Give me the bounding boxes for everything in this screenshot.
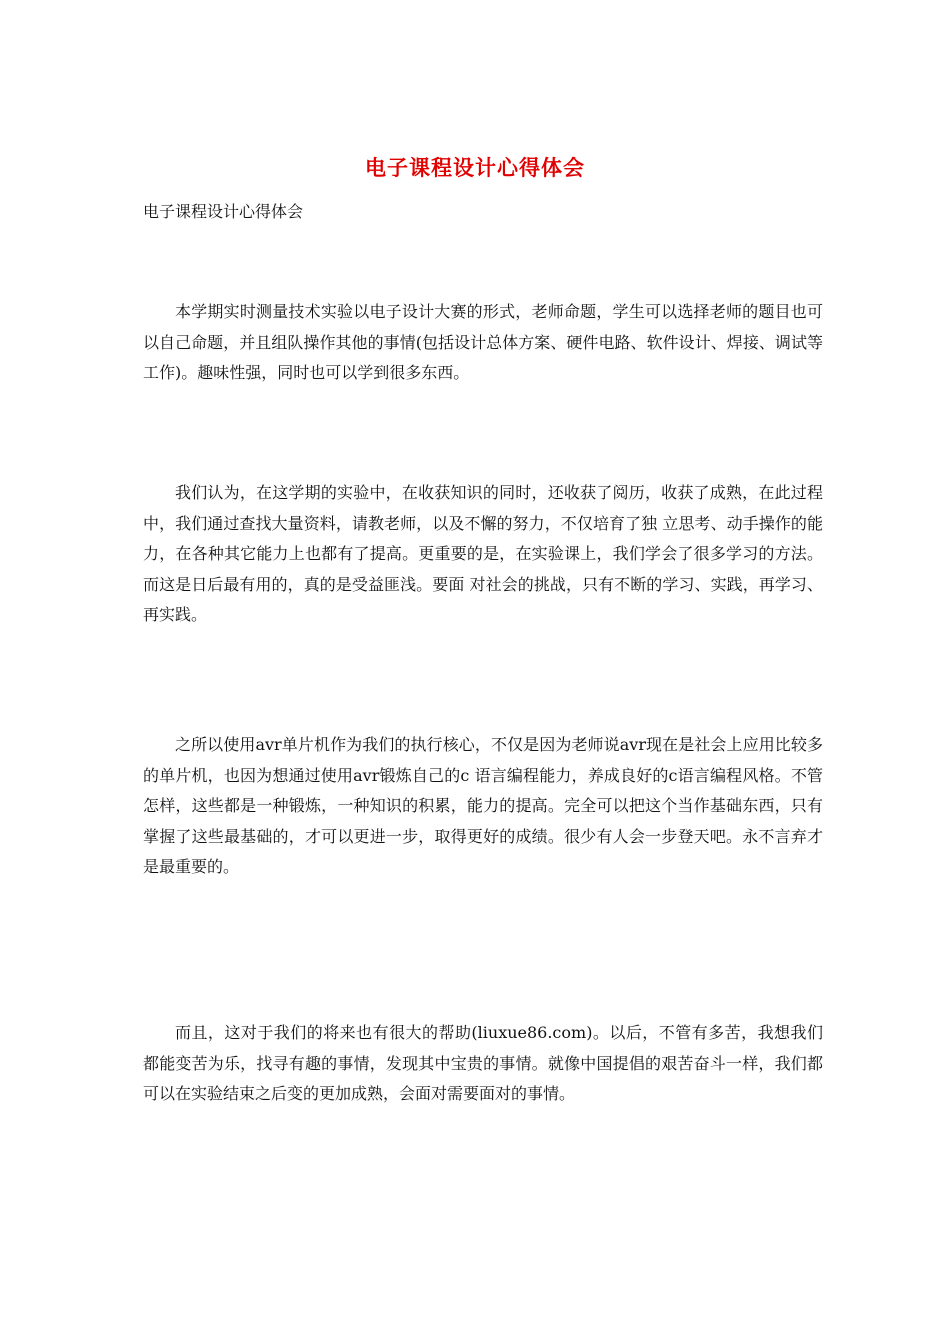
- paragraph-3: 之所以使用avr单片机作为我们的执行核心，不仅是因为老师说avr现在是社会上应用比较多的单片机，也因为想通过使用avr锻炼自己的c 语言编程能力，养成良好的c语言编程风格。不管怎样，这些都是一种锻炼，一种知识的积累，能力的提高。完全可以把这个当作基础东西，只有掌握了这些最基础的，才可以更进一步，取得更好的成绩。很少有人会一步登天吧。永不言弃才是最重要的。: [143, 735, 823, 876]
- document-title: 电子课程设计心得体会: [365, 155, 585, 180]
- paragraph-4: 而且，这对于我们的将来也有很大的帮助(liuxue86.com)。以后，不管有多苦，我想我们都能变苦为乐，找寻有趣的事情，发现其中宝贵的事情。就像中国提倡的艰苦奋斗一样，我们都可以在实验结束之后变的更加成熟，会面对需要面对的事情。: [143, 1023, 823, 1103]
- paragraph-1: 本学期实时测量技术实验以电子设计大赛的形式，老师命题，学生可以选择老师的题目也可以自己命题，并且组队操作其他的事情(包括设计总体方案、硬件电路、软件设计、焊接、调试等工作)。趣味性强，同时也可以学到很多东西。: [143, 302, 823, 382]
- document-subtitle: 电子课程设计心得体会: [143, 202, 304, 221]
- paragraph-2: 我们认为，在这学期的实验中，在收获知识的同时，还收获了阅历，收获了成熟，在此过程中，我们通过查找大量资料，请教老师，以及不懈的努力，不仅培育了独 立思考、动手操作的能力，在各种其它能力上也都有了提高。更重要的是，在实验课上，我们学会了很多学习的方法。而这是日后最有用的，真的是受益匪浅。要面 对社会的挑战，只有不断的学习、实践，再学习、再实践。: [143, 483, 823, 624]
